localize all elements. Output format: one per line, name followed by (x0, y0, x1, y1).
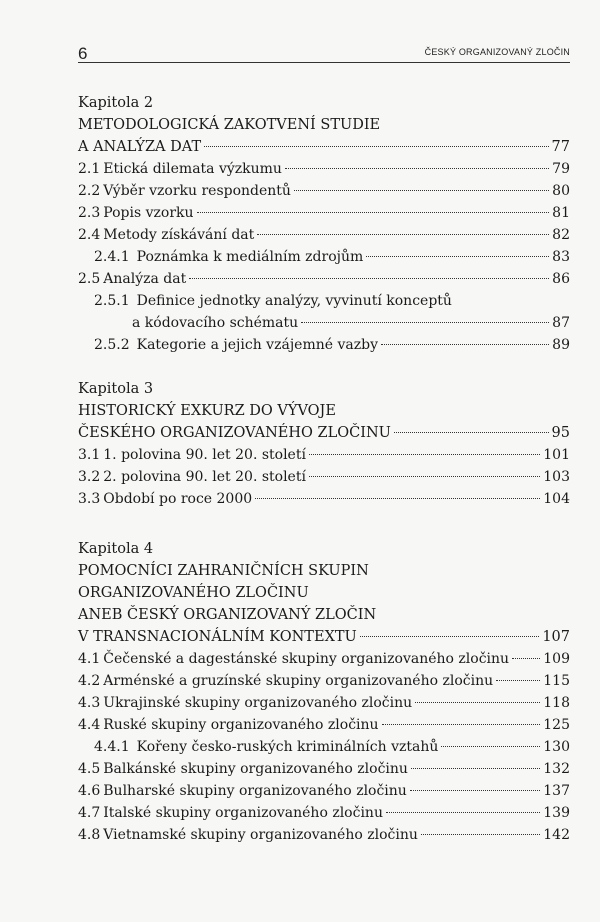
dot-leader (386, 812, 540, 813)
toc-entry[interactable]: 4.1 Čečenské a dagestánské skupiny organizovaného zločinu 109 (78, 648, 570, 670)
page-ref: 109 (543, 651, 570, 667)
toc-chapter-3 (78, 378, 570, 510)
chapter-label: Kapitola 3 (78, 381, 154, 397)
dot-leader (285, 168, 549, 169)
toc-entry[interactable]: 3.3 Období po roce 2000 104 (78, 488, 570, 510)
chapter-label: Kapitola 2 (78, 95, 154, 111)
page-ref: 139 (543, 805, 570, 821)
dot-leader (496, 680, 540, 681)
chapter-title-line: HISTORICKÝ EXKURZ DO VÝVOJE (78, 403, 336, 419)
chapter-title-line: POMOCNÍCI ZAHRANIČNÍCH SKUPIN (78, 563, 369, 579)
page-ref: 103 (543, 469, 570, 485)
toc-subentry[interactable]: 2.5.1 Definice jednotky analýzy, vyvinutí konceptů (94, 293, 452, 309)
page-ref: 101 (543, 447, 570, 463)
page-ref: 104 (543, 491, 570, 507)
dot-leader (441, 746, 540, 747)
toc-chapter-4 (78, 538, 570, 846)
header-rule (78, 62, 570, 63)
dot-leader (381, 344, 549, 345)
page-ref: 79 (552, 161, 570, 177)
page-ref: 115 (543, 673, 570, 689)
toc-entry[interactable]: 4.5 Balkánské skupiny organizovaného zločinu 132 (78, 758, 570, 780)
running-head: ČESKÝ ORGANIZOVANÝ ZLOČIN (424, 47, 570, 57)
page-ref: 118 (543, 695, 570, 711)
toc-entry[interactable]: 2.1 Etická dilemata výzkumu 79 (78, 158, 570, 180)
toc-entry[interactable]: 2.4 Metody získávání dat 82 (78, 224, 570, 246)
dot-leader (294, 190, 549, 191)
toc-entry[interactable]: 2.2 Výběr vzorku respondentů 80 (78, 180, 570, 202)
dot-leader (204, 146, 548, 147)
toc-entry[interactable]: 4.6 Bulharské skupiny organizovaného zločinu 137 (78, 780, 570, 802)
toc-entry[interactable]: 4.4 Ruské skupiny organizovaného zločinu 125 (78, 714, 570, 736)
page-ref: 87 (552, 315, 570, 331)
dot-leader (421, 834, 540, 835)
page-ref: 107 (542, 629, 570, 645)
toc-entry[interactable]: 2.3 Popis vzorku 81 (78, 202, 570, 224)
toc-entry[interactable]: 3.1 1. polovina 90. let 20. století 101 (78, 444, 570, 466)
page-ref: 80 (552, 183, 570, 199)
dot-leader (309, 476, 540, 477)
chapter-title-line: ANEB ČESKÝ ORGANIZOVANÝ ZLOČIN (78, 607, 377, 623)
page-ref: 82 (552, 227, 570, 243)
toc-entry[interactable]: 4.7 Italské skupiny organizovaného zločinu 139 (78, 802, 570, 824)
dot-leader (512, 658, 540, 659)
dot-leader (189, 278, 549, 279)
chapter-title-line: METODOLOGICKÁ ZAKOTVENÍ STUDIE (78, 117, 381, 133)
dot-leader (309, 454, 540, 455)
dot-leader (197, 212, 550, 213)
page-ref: 81 (552, 205, 570, 221)
dot-leader (394, 432, 549, 433)
chapter-title-line: A ANALÝZA DAT 77 (78, 136, 570, 158)
page-ref: 137 (543, 783, 570, 799)
toc-entry[interactable]: 4.2 Arménské a gruzínské skupiny organizovaného zločinu 115 (78, 670, 570, 692)
chapter-title-line: V TRANSNACIONÁLNÍM KONTEXTU 107 (78, 626, 570, 648)
toc-subentry[interactable]: 4.4.1 Kořeny česko-ruských kriminálních vztahů 130 (78, 736, 570, 758)
chapter-title-line: ORGANIZOVANÉHO ZLOČINU (78, 585, 309, 601)
page-ref: 132 (543, 761, 570, 777)
toc-entry[interactable]: 4.8 Vietnamské skupiny organizovaného zločinu 142 (78, 824, 570, 846)
dot-leader (255, 498, 540, 499)
page-ref: 142 (543, 827, 570, 843)
page-ref: 89 (552, 337, 570, 353)
toc-entry[interactable]: 4.3 Ukrajinské skupiny organizovaného zločinu 118 (78, 692, 570, 714)
page-ref: 95 (551, 425, 570, 441)
dot-leader (366, 256, 549, 257)
page-ref: 83 (552, 249, 570, 265)
dot-leader (382, 724, 541, 725)
toc-subentry[interactable]: 2.5.2 Kategorie a jejich vzájemné vazby 89 (78, 334, 570, 356)
toc-subentry[interactable]: 2.4.1 Poznámka k mediálním zdrojům 83 (78, 246, 570, 268)
chapter-title-line: ČESKÉHO ORGANIZOVANÉHO ZLOČINU 95 (78, 422, 570, 444)
page-ref: 77 (551, 139, 570, 155)
chapter-label: Kapitola 4 (78, 541, 154, 557)
toc-entry[interactable]: 3.2 2. polovina 90. let 20. století 103 (78, 466, 570, 488)
dot-leader (301, 322, 549, 323)
page-ref: 125 (543, 717, 570, 733)
dot-leader (410, 790, 540, 791)
dot-leader (415, 702, 540, 703)
dot-leader (360, 636, 540, 637)
page-ref: 130 (543, 739, 570, 755)
toc-entry[interactable]: 2.5 Analýza dat 86 (78, 268, 570, 290)
toc-subentry-continuation[interactable]: a kódovacího schématu 87 (78, 312, 570, 334)
page-number: 6 (78, 44, 88, 63)
dot-leader (257, 234, 549, 235)
toc-chapter-2 (78, 92, 570, 356)
dot-leader (411, 768, 540, 769)
page-ref: 86 (552, 271, 570, 287)
